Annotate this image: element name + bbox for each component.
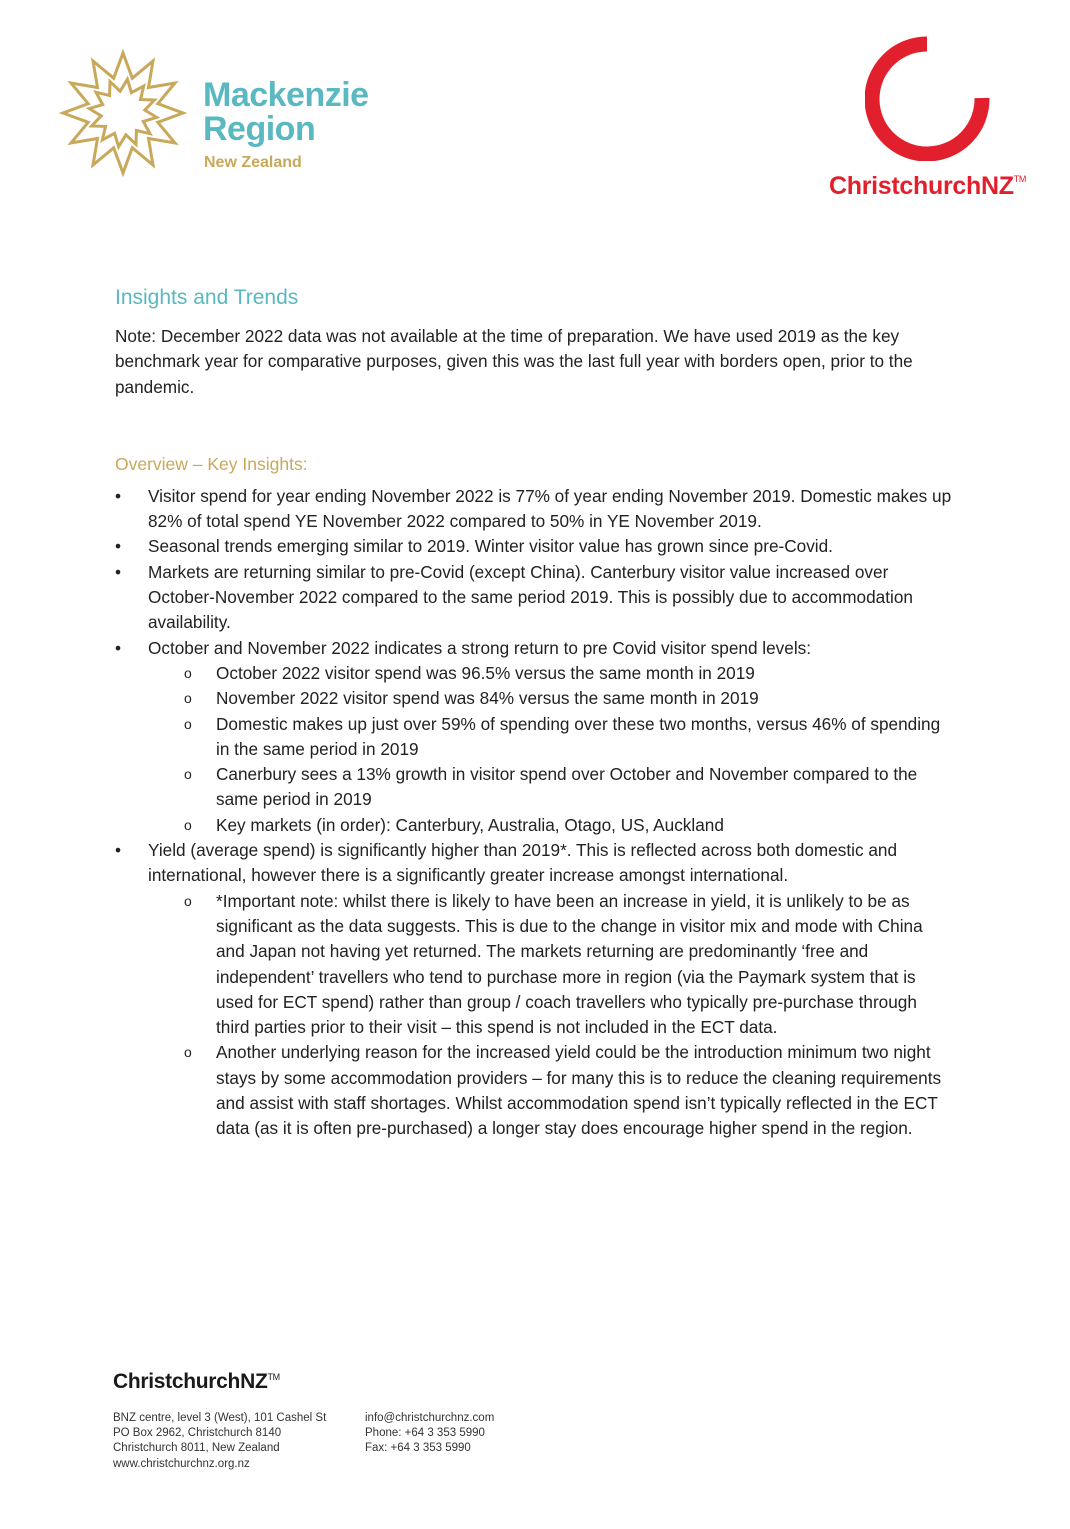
address-line: BNZ centre, level 3 (West), 101 Cashel St [113,1412,327,1424]
c-arc-icon [865,36,990,161]
address-line: Christchurch 8011, New Zealand [113,1442,280,1455]
sub-list-item: o Key markets (in order): Canterbury, Australia, Otago, US, Auckland [148,813,955,838]
fax-line: Fax: +64 3 353 5990 [365,1442,471,1455]
phone-line: Phone: +64 3 353 5990 [365,1427,485,1440]
document-body [115,284,955,1142]
wordmark-text: ChristchurchNZ [829,172,1014,200]
christchurchnz-logo [825,36,1045,206]
address-line: PO Box 2962, Christchurch 8140 [113,1427,282,1440]
list-item: • Yield (average spend) is significantly higher than 2019*. This is reflected across both domestic and international, however there is a significantly greater increase amongst international. o *Important note: whilst there is likely to have been an increase in yield, it is unlikely to be as significant as the data suggests. This is due to the change in visitor mix and mode with China and Japan not having yet returned. The markets returning are predominantly ‘free and independent’ travellers who tend to purchase more in region (via the Paymark system that is used for ECT spend) rather than group / coach travellers who typically pre-purchase through third parties prior to their visit – this spend is not included in the ECT data. o Another underlying reason for the increased yield could be the introduction minimum two night stays by some accommodation providers – for many this is to reduce the cleaning requirements and assist with staff shortages. Whilst accommodation spend isn’t typically reflected in the ECT data (as it is often pre-purchased) a longer stay does encourage higher spend in the region. [115,838,955,1142]
logo-line-mackenzie: Mackenzie [203,76,369,114]
list-item: • October and November 2022 indicates a strong return to pre Covid visitor spend levels: o October 2022 visitor spend was 96.5% versus the same month in 2019 o November 2022 visitor spend was 84% versus the same month in 2019 o Domestic makes up just over 59% of spending over these two months, versus 46% of spending in the same period in 2019 o Canerbury sees a 13% growth in visitor spend over October and November compared to the same period in 2019 o Key markets (in order): Canterbury, Australia, Otago, US, Auckland [115,636,955,838]
footer-trademark: TM [267,1372,280,1382]
section-title: Insights and Trends [115,286,299,309]
sub-list-item: o *Important note: whilst there is likely to have been an increase in yield, it is unlikely to be as significant as the data suggests. This is due to the change in visitor mix and mode with China and Japan not having yet returned. The markets returning are predominantly ‘free and independent’ travellers who tend to purchase more in region (via the Paymark system that is used for ECT spend) rather than group / coach travellers who typically pre-purchase through third parties prior to their visit – this spend is not included in the ECT data. [148,889,955,1041]
list-item: • Visitor spend for year ending November 2022 is 77% of year ending November 2019. Domestic makes up 82% of total spend YE November 2022 compared to 50% in YE November 2019. [115,484,955,535]
logo-line-new-zealand: New Zealand [204,154,302,171]
key-insights-list [115,484,955,1142]
sub-list [148,889,955,1142]
trademark-mark: TM [1013,174,1027,184]
footer-logo: ChristchurchNZ™ [113,1370,280,1393]
sub-list-item: o November 2022 visitor spend was 84% versus the same month in 2019 [148,686,955,711]
christchurchnz-wordmark [829,172,1026,201]
footer-address [113,1411,326,1472]
sub-list [148,661,955,838]
list-item: • Seasonal trends emerging similar to 2019. Winter visitor value has grown since pre-Covid. [115,534,955,559]
website-link[interactable]: www.christchurchnz.org.nz [113,1457,250,1470]
logo-line-region: Region [203,110,316,148]
preparation-note: Note: December 2022 data was not available at the time of preparation. We have used 2019 as the key benchmark year for comparative purposes, given this was the last full year with borders open, prior to the pandemic. [115,326,913,397]
list-item: • Markets are returning similar to pre-Covid (except China). Canterbury visitor value increased over October-November 2022 compared to the same period 2019. This is possibly due to accommodation availability. [115,560,955,636]
footer-contact [365,1411,494,1457]
sub-list-item: o Canerbury sees a 13% growth in visitor spend over October and November compared to the same period in 2019 [148,762,955,813]
overview-heading: Overview – Key Insights: [115,453,308,474]
email-link[interactable]: info@christchurchnz.com [365,1412,495,1424]
sub-list-item: o Domestic makes up just over 59% of spending over these two months, versus 46% of spending in the same period in 2019 [148,712,955,763]
sub-list-item: o October 2022 visitor spend was 96.5% versus the same month in 2019 [148,661,955,686]
star-emblem-icon [58,48,188,178]
sub-list-item: o Another underlying reason for the increased yield could be the introduction minimum two night stays by some accommodation providers – for many this is to reduce the cleaning requirements and assist with staff shortages. Whilst accommodation spend isn’t typically reflected in the ECT data (as it is often pre-purchased) a longer stay does encourage higher spend in the region. [148,1040,955,1141]
mackenzie-region-logo [58,48,398,178]
